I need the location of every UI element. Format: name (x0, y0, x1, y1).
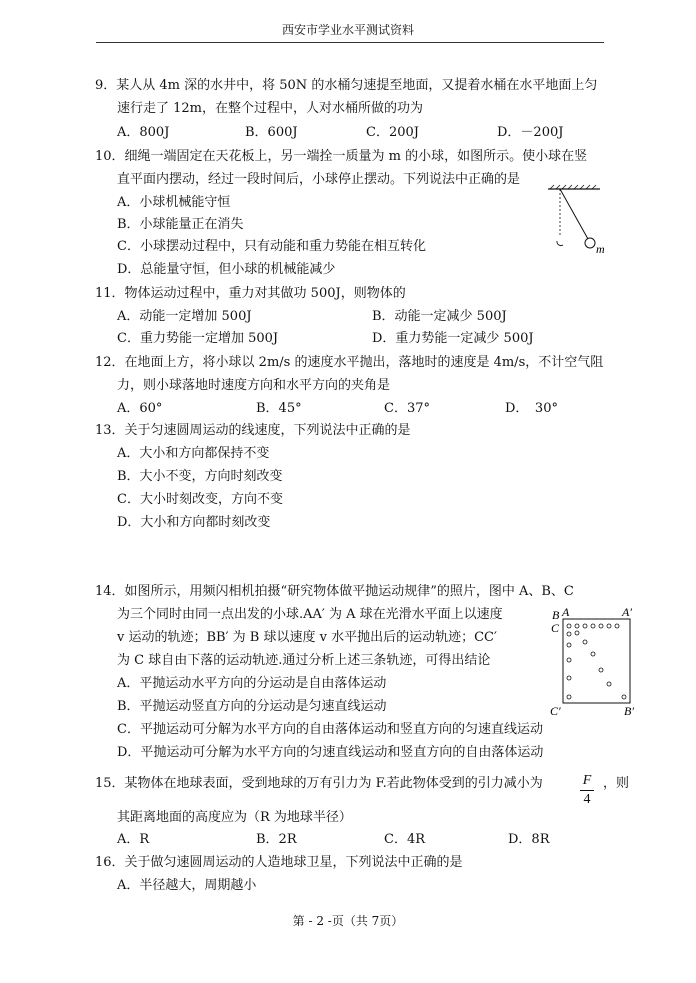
pendulum-figure (540, 185, 620, 260)
q11-option-d: D．重力势能一定减少 500J (372, 331, 534, 346)
q13-option-a: A．大小和方向都保持不变 (117, 446, 270, 461)
q13-option-d: D．大小和方向都时刻改变 (117, 515, 271, 530)
q13-option-b: B．大小不变，方向时刻改变 (117, 469, 283, 484)
q16-option-a: A．半径越大，周期越小 (117, 878, 257, 893)
fraction-bar (580, 790, 594, 791)
q9-option-c: C．200J (366, 125, 419, 140)
q15-option-d: D．8R (508, 832, 550, 847)
q12-option-c: C．37° (384, 401, 430, 416)
fraction-numerator: F (582, 773, 592, 788)
q10-option-c: C．小球摆动过程中，只有动能和重力势能在相互转化 (117, 239, 426, 254)
pendulum-mass-label: m (596, 242, 605, 256)
q14-option-a: A．平抛运动水平方向的分运动是自由落体运动 (117, 676, 387, 691)
header-rule (96, 42, 604, 43)
label-a: A (562, 605, 570, 619)
q10-option-b: B．小球能量正在消失 (117, 217, 244, 232)
q13-option-c: C．大小时刻改变，方向不变 (117, 492, 283, 507)
q10-line-2: 直平面内摆动，经过一段时间后，小球停止摆动。下列说法中正确的是 (117, 172, 521, 187)
q15-option-b: B．2R (256, 832, 297, 847)
q12-line-1: 12．在地面上方，将小球以 2m/s 的速度水平抛出，落地时的速度是 4m/s，不计空气阻 (95, 355, 604, 370)
q15-option-c: C．4R (384, 832, 426, 847)
page-header: 西安市学业水平测试资料 (281, 23, 414, 37)
q11-option-c: C．重力势能一定增加 500J (117, 331, 279, 346)
q12-option-d: D． 30° (505, 401, 558, 416)
q10-option-a: A．小球机械能守恒 (117, 195, 231, 210)
q10-line-1: 10．细绳一端固定在天花板上，另一端拴一质量为 m 的小球，如图所示。使小球在竖 (95, 149, 588, 164)
q9-line-2: 速行走了 12m，在整个过程中，人对水桶所做的功为 (117, 101, 424, 116)
fraction-denominator: 4 (583, 792, 591, 807)
q9-option-d: D．－200J (497, 125, 564, 140)
q10-option-d: D．总能量守恒，但小球的机械能减少 (117, 262, 336, 277)
q9-option-a: A．800J (117, 125, 170, 140)
q11-line-1: 11．物体运动过程中，重力对其做功 500J，则物体的 (95, 286, 406, 301)
label-c: C (551, 621, 560, 635)
label-b: B (552, 608, 560, 622)
q15-line-1: 15．某物体在地球表面，受到地球的万有引力为 F.若此物体受到的引力减小为 (95, 776, 543, 791)
q9-option-b: B．600J (245, 125, 298, 140)
label-c-prime: C′ (550, 704, 561, 718)
q12-option-a: A．60° (117, 401, 163, 416)
q14-line-4: 为 C 球自由下落的运动轨迹.通过分析上述三条轨迹，可得出结论 (117, 653, 491, 668)
q13-line-1: 13．关于匀速圆周运动的线速度，下列说法中正确的是 (95, 423, 411, 438)
q14-line-3: v 运动的轨迹；BB′ 为 B 球以速度 v 水平抛出后的运动轨迹；CC′ (117, 630, 497, 645)
projectile-figure (548, 605, 643, 718)
page-footer: 第 - 2 -页（共 7页） (292, 914, 404, 928)
q14-line-2: 为三个同时由同一点出发的小球.AA′ 为 A 球在光滑水平面上以速度 (117, 607, 503, 622)
q11-option-a: A．动能一定增加 500J (117, 309, 252, 324)
label-a-prime: A′ (622, 605, 632, 619)
q15-line-2: 其距离地面的高度应为（R 为地球半径） (117, 810, 352, 825)
q14-option-b: B．平抛运动竖直方向的分运动是匀速直线运动 (117, 699, 387, 714)
q16-line-1: 16．关于做匀速圆周运动的人造地球卫星，下列说法中正确的是 (95, 855, 463, 870)
q15-option-a: A．R (117, 832, 150, 847)
q14-line-1: 14．如图所示，用频闪相机拍摄“研究物体做平抛运动规律”的照片，图中 A、B、C (95, 584, 574, 599)
q12-option-b: B．45° (256, 401, 302, 416)
q15-fraction (580, 773, 594, 808)
q14-option-d: D．平抛运动可分解为水平方向的匀速直线运动和竖直方向的自由落体运动 (117, 745, 544, 760)
q12-line-2: 力，则小球落地时速度方向和水平方向的夹角是 (117, 378, 391, 393)
q9-line-1: 9．某人从 4m 深的水井中，将 50N 的水桶匀速提至地面，又提着水桶在水平地面上匀 (95, 78, 598, 93)
q11-option-b: B．动能一定减少 500J (372, 309, 507, 324)
q14-option-c: C．平抛运动可分解为水平方向的自由落体运动和竖直方向的匀速直线运动 (117, 722, 543, 737)
q15-line-1-tail: ，则 (603, 776, 630, 791)
label-b-prime: B′ (624, 704, 634, 718)
